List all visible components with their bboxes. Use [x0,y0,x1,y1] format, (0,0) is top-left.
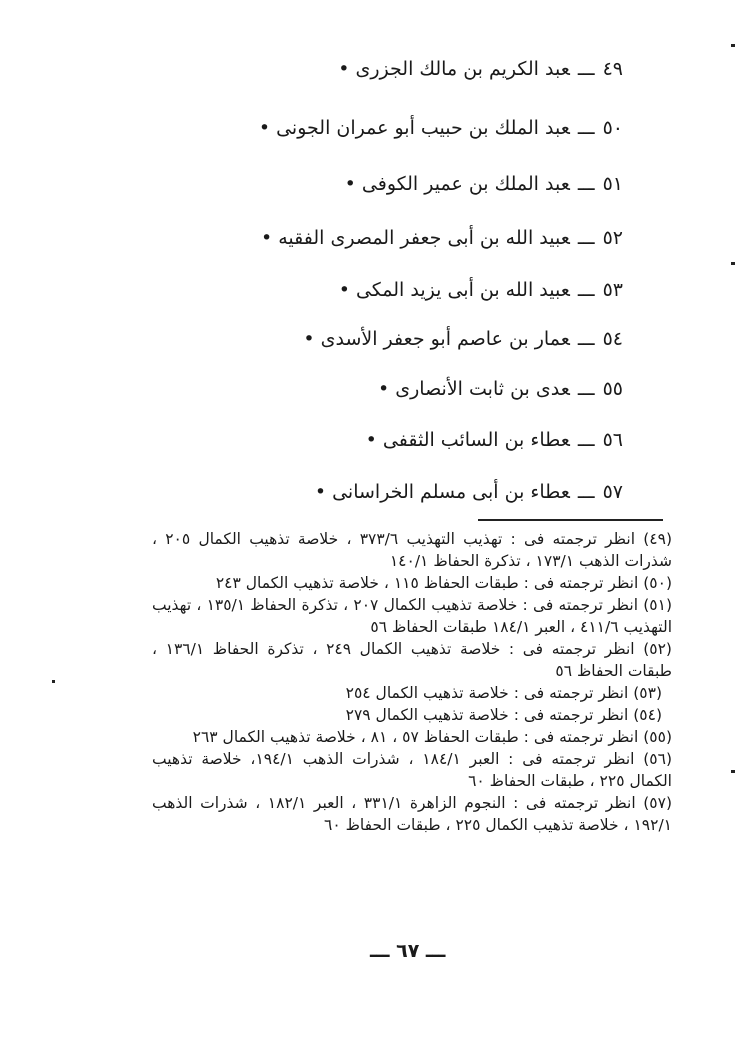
entry-dash: ـــ [577,481,595,503]
entry-number: ٥٠ [602,117,623,139]
entry-text: عبيد الله بن أبى جعفر المصرى الفقيه • [260,227,570,249]
footnote-57: (٥٧) انظر ترجمته فى : النجوم الزاهرة ٣٣١/١ ، العبر ١٨٢/١ ، شذرات الذهب ١٩٢/١ ، خلاصة تذهيب الكمال ٢٢٥ ، طبقات الحفاظ ٦٠ [152,794,672,834]
entry-dash: ـــ [577,173,595,195]
entry-number: ٥١ [602,173,623,195]
entry-50 [259,117,623,139]
page-number: ـــ ٦٧ ـــ [370,940,446,962]
entry-number: ٥٦ [602,429,623,451]
entry-54 [303,328,623,350]
entry-dash: ـــ [577,227,595,249]
entry-dash: ـــ [577,117,595,139]
entry-text: عطاء بن أبى مسلم الخراسانى • [314,481,570,503]
entry-53 [339,279,623,301]
entry-text: عبد الملك بن حبيب أبو عمران الجونى • [258,117,570,139]
entry-text: عبيد الله بن أبى يزيد المكى • [338,279,570,301]
entry-55 [378,378,623,400]
footnote-52: (٥٢) انظر ترجمته فى : خلاصة تذهيب الكمال ٢٤٩ ، تذكرة الحفاظ ١٣٦/١ ، طبقات الحفاظ ٥٦ [152,640,672,680]
entry-dash: ـــ [577,58,595,80]
entry-number: ٥٣ [602,279,623,301]
entry-number: ٥٢ [602,227,623,249]
footnote-separator [478,519,663,521]
footnote-55: (٥٥) انظر ترجمته فى : طبقات الحفاظ ٥٧ ، ٨١ ، خلاصة تذهيب الكمال ٢٦٣ [192,728,672,746]
entry-51 [345,173,623,195]
entry-dash: ـــ [577,429,595,451]
footnotes [152,528,672,836]
entry-text: عمار بن عاصم أبو جعفر الأسدى • [303,328,570,350]
margin-mark [731,44,735,47]
entry-dash: ـــ [577,328,595,350]
entry-dash: ـــ [577,279,595,301]
footnote-53: (٥٣) انظر ترجمته فى : خلاصة تذهيب الكمال ٢٥٤ [345,684,662,702]
entry-dash: ـــ [577,378,595,400]
margin-mark [731,770,735,773]
footnote-56: (٥٦) انظر ترجمته فى : العبر ١٨٤/١ ، شذرات الذهب ١٩٤/١، خلاصة تذهيب الكمال ٢٢٥ ، طبقات الحفاظ ٦٠ [152,750,673,790]
footnote-50: (٥٠) انظر ترجمته فى : طبقات الحفاظ ١١٥ ، خلاصة تذهيب الكمال ٢٤٣ [215,574,672,592]
entry-number: ٥٤ [602,328,623,350]
entry-text: عدى بن ثابت الأنصارى • [378,378,570,400]
footnote-51: (٥١) انظر ترجمته فى : خلاصة تذهيب الكمال ٢٠٧ ، تذكرة الحفاظ ١٣٥/١ ، تهذيب التهذيب ٤١١/٦ ، العبر ١٨٤/١ طبقات الحفاظ ٥٦ [152,596,672,636]
entry-number: ٤٩ [602,58,623,80]
footnote-49: (٤٩) انظر ترجمته فى : تهذيب التهذيب ٣٧٣/٦ ، خلاصة تذهيب الكمال ٢٠٥ ، شذرات الذهب ١٧٣/١ ، تذكرة الحفاظ ١٤٠/١ [152,530,673,570]
entry-49 [338,58,623,80]
margin-mark [731,262,735,265]
margin-mark [52,680,55,683]
entry-56 [366,429,623,451]
entry-number: ٥٧ [602,481,623,503]
entry-text: عبد الملك بن عمير الكوفى • [344,173,570,195]
entry-52 [261,227,623,249]
entry-text: عبد الكريم بن مالك الجزرى • [338,58,570,80]
entry-text: عطاء بن السائب الثقفى • [365,429,570,451]
footnote-54: (٥٤) انظر ترجمته فى : خلاصة تذهيب الكمال ٢٧٩ [345,706,662,724]
entry-57 [315,481,623,503]
entry-number: ٥٥ [602,378,623,400]
